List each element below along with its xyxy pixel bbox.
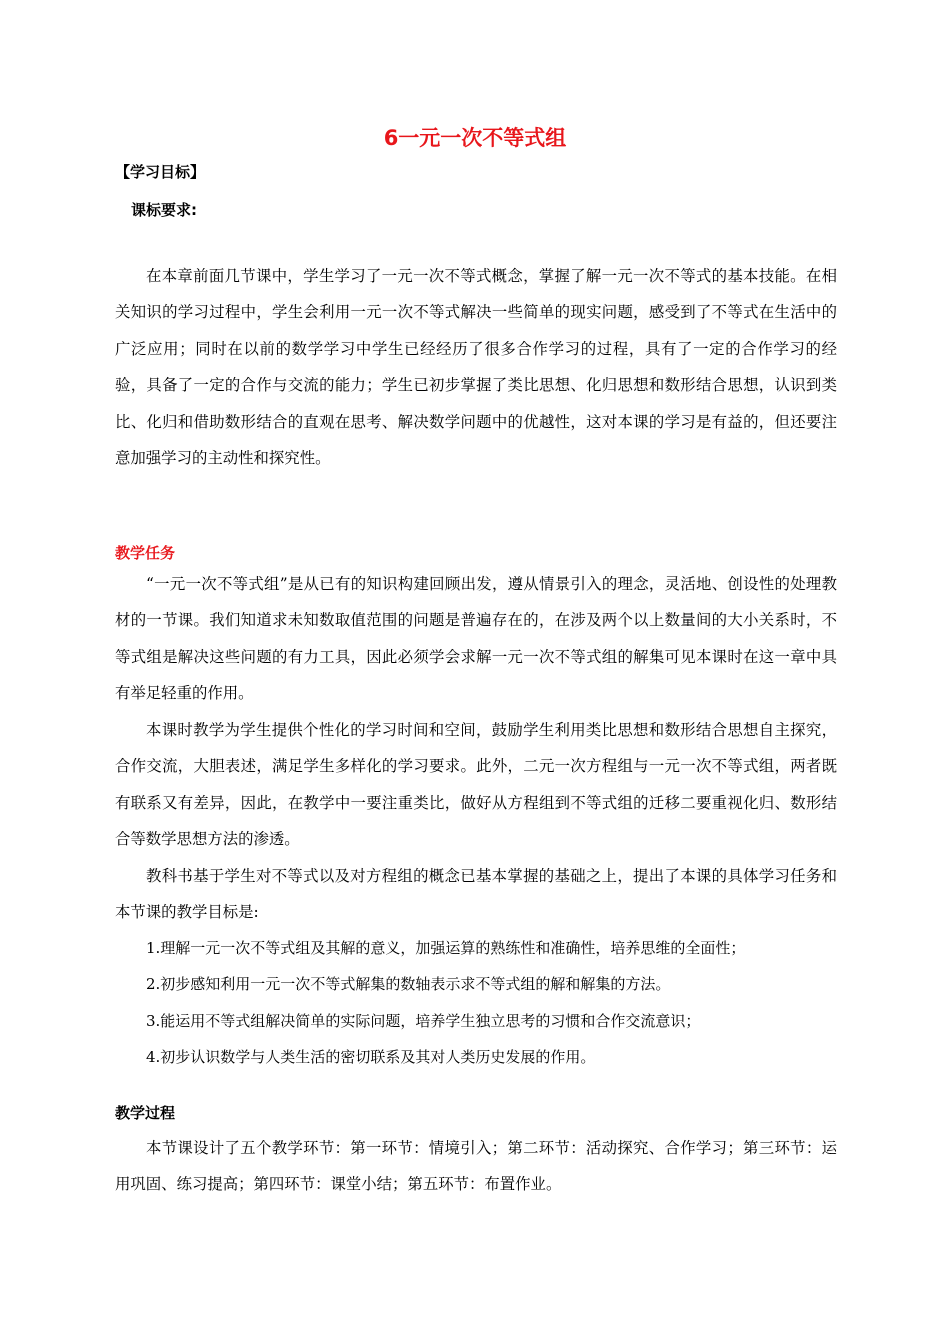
list-item: 1.理解一元一次不等式组及其解的意义，加强运算的熟练性和准确性，培养思维的全面性； <box>146 939 746 957</box>
task-paragraph-1: “一元一次不等式组”是从已有的知识构建回顾出发，遵从情景引入的理念，灵活地、创设性的处理教材的一节课。我们知道求未知数取值范围的问题是普遍存在的，在涉及两个以上数量间的大小关系时，不等式组是解决这些问题的有力工具，因此必须学会求解一元一次不等式组的解集可见本课时在这一章中具有举足轻重的作用。 <box>115 575 837 703</box>
teaching-goals-list <box>146 930 846 1076</box>
process-paragraph: 本节课设计了五个教学环节：第一环节：情境引入；第二环节：活动探究、合作学习；第三环节：运用巩固、练习提高；第四环节：课堂小结；第五环节：布置作业。 <box>115 1139 837 1194</box>
intro-paragraph: 在本章前面几节课中，学生学习了一元一次不等式概念，掌握了解一元一次不等式的基本技能。在相关知识的学习过程中，学生会利用一元一次不等式解决一些简单的现实问题，感受到了不等式在生活中的广泛应用；同时在以前的数学学习中学生已经经历了很多合作学习的过程，具有了一定的合作学习的经验，具备了一定的合作与交流的能力；学生已初步掌握了类比思想、化归思想和数形结合思想，认识到类比、化归和借助数形结合的直观在思考、解决数学问题中的优越性，这对本课的学习是有益的，但还要注意加强学习的主动性和探究性。 <box>115 267 837 468</box>
task-paragraph-2: 本课时教学为学生提供个性化的学习时间和空间，鼓励学生利用类比思想和数形结合思想自主探究，合作交流，大胆表述，满足学生多样化的学习要求。此外，二元一次方程组与一元一次不等式组，两者既有联系又有差异，因此，在教学中一要注重类比，做好从方程组到不等式组的迁移二要重视化归、数形结合等数学思想方法的渗透。 <box>115 721 837 849</box>
list-item: 3.能运用不等式组解决简单的实际问题，培养学生独立思考的习惯和合作交流意识； <box>146 1011 701 1030</box>
curriculum-requirements-heading: 课标要求: <box>131 201 197 219</box>
task-paragraph-3: 教科书基于学生对不等式以及对方程组的概念已基本掌握的基础之上，提出了本课的具体学习任务和本节课的教学目标是: <box>115 867 837 922</box>
teaching-process-heading: 教学过程 <box>115 1104 176 1122</box>
teaching-task-heading: 教学任务 <box>115 544 176 562</box>
document-title: 6一元一次不等式组 <box>383 126 567 150</box>
learning-goals-heading: 【学习目标】 <box>115 163 206 181</box>
list-item: 4.初步认识数学与人类生活的密切联系及其对人类历史发展的作用。 <box>146 1048 596 1067</box>
list-item: 2.初步感知利用一元一次不等式解集的数轴表示求不等式组的解和解集的方法。 <box>146 975 671 994</box>
